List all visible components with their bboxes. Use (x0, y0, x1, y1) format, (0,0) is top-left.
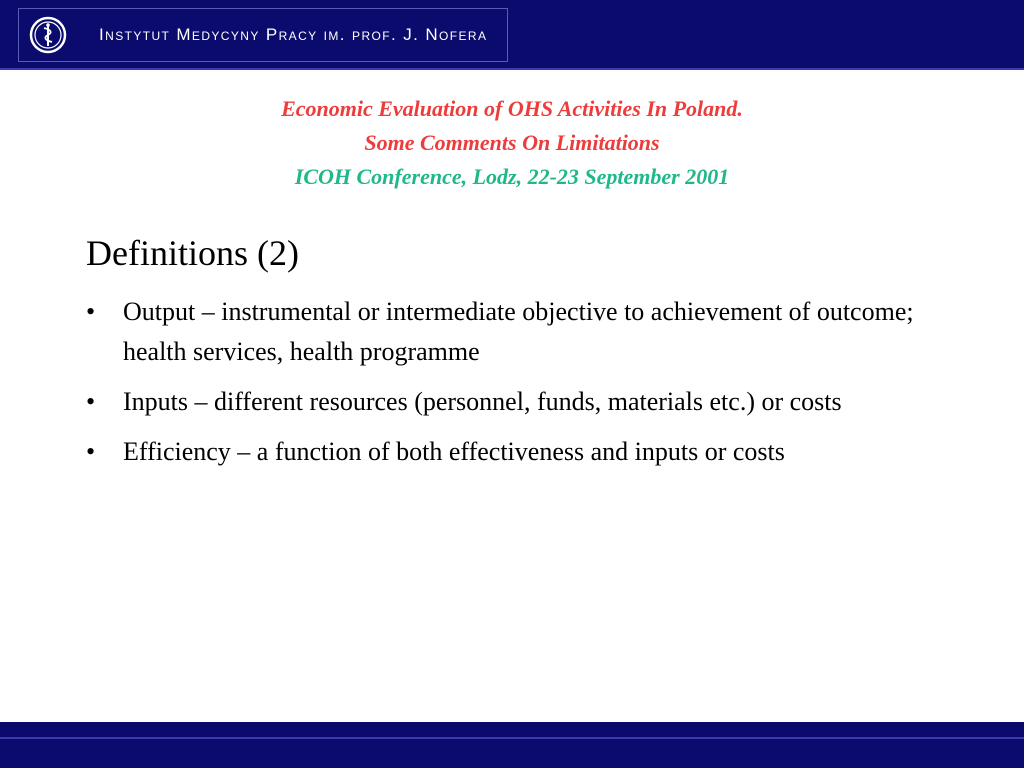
institute-name: Instytut Medycyny Pracy im. prof. J. Nofera (99, 25, 488, 44)
bullet-item-efficiency (86, 432, 936, 472)
footer-bar (0, 722, 1024, 768)
bullet-item-inputs (86, 382, 936, 422)
footer-divider (0, 737, 1024, 739)
title-line-2: Some Comments On Limitations (364, 130, 660, 155)
bullet-item-output (86, 292, 936, 372)
bullet-text: Inputs – different resources (personnel, funds, materials etc.) or costs (123, 387, 842, 416)
bullet-icon: • (86, 437, 96, 466)
presentation-title (0, 92, 1024, 194)
header-bar (0, 0, 1024, 70)
caduceus-emblem-icon (25, 12, 71, 58)
bullet-text: Efficiency – a function of both effectiveness and inputs or costs (123, 437, 785, 466)
bullet-icon: • (86, 387, 96, 416)
bullet-icon: • (86, 297, 96, 326)
institute-logo-box (18, 8, 508, 62)
title-line-1: Economic Evaluation of OHS Activities In Poland. (281, 96, 743, 121)
slide-heading: Definitions (2) (86, 233, 299, 273)
conference-line: ICOH Conference, Lodz, 22-23 September 2001 (294, 164, 730, 189)
bullet-list (86, 292, 936, 482)
bullet-text: Output – instrumental or intermediate objective to achievement of outcome; health services, health programme (123, 297, 914, 366)
